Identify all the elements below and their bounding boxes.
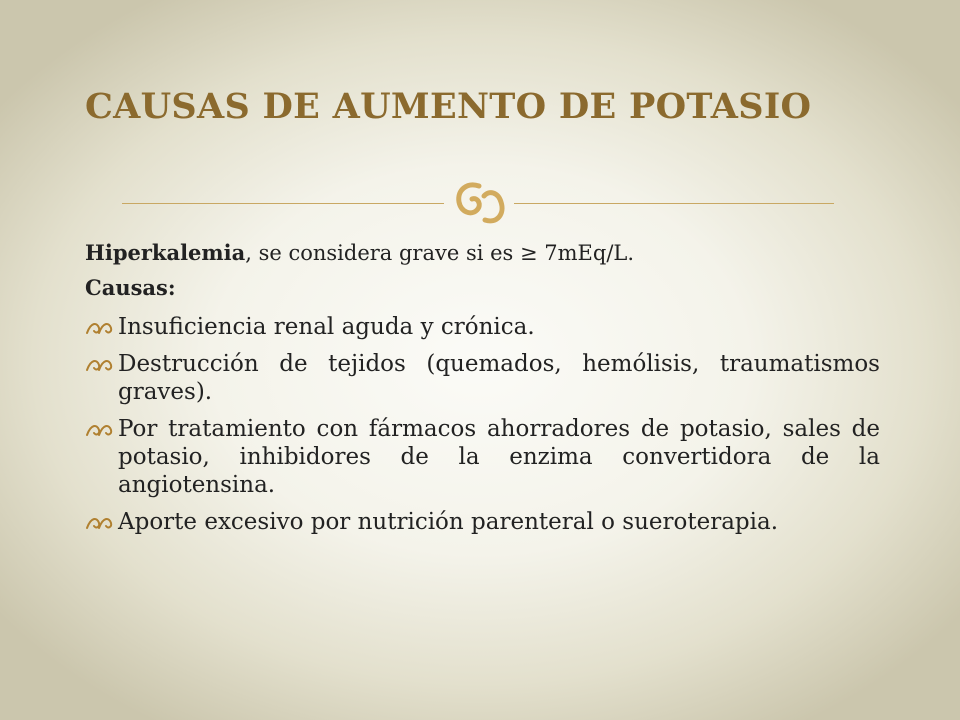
double-swirl-icon xyxy=(85,421,115,439)
list-item-text: Aporte excesivo por nutrición parenteral o sueroterapia. xyxy=(118,509,779,535)
divider-line-left xyxy=(122,203,444,204)
list-item xyxy=(85,313,880,341)
double-swirl-icon xyxy=(85,319,115,337)
divider-line-right xyxy=(514,203,834,204)
curl-ornament-icon xyxy=(449,178,511,226)
double-swirl-icon xyxy=(85,356,115,374)
list-item-text: Destrucción de tejidos (quemados, hemólisis, traumatismos graves). xyxy=(118,351,880,405)
list-item xyxy=(85,508,880,536)
double-swirl-icon xyxy=(85,514,115,532)
slide-body xyxy=(85,238,880,545)
list-item xyxy=(85,415,880,499)
list-item xyxy=(85,350,880,406)
intro-paragraph xyxy=(85,238,880,268)
causes-list xyxy=(85,313,880,536)
slide-title: CAUSAS DE AUMENTO DE POTASIO xyxy=(85,86,812,127)
intro-text: , se considera grave si es ≥ 7mEq/L. xyxy=(245,241,635,265)
list-item-text: Por tratamiento con fármacos ahorradores de potasio, sales de potasio, inhibidores de la enzima convertidora de la angiotensina. xyxy=(118,416,880,498)
list-item-text: Insuficiencia renal aguda y crónica. xyxy=(118,314,535,340)
intro-term: Hiperkalemia xyxy=(85,240,246,265)
causes-heading: Causas: xyxy=(85,275,176,300)
